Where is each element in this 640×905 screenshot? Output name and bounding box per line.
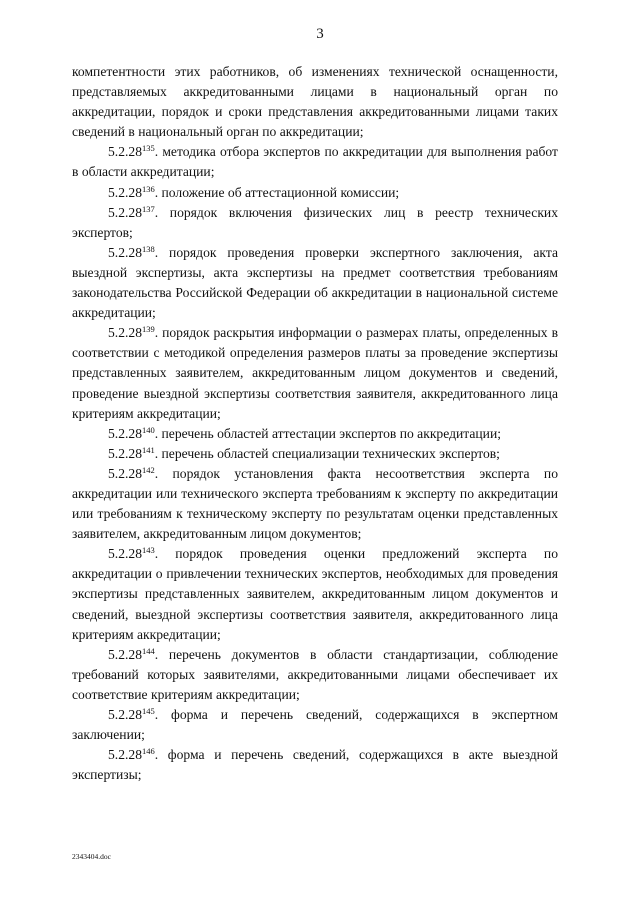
list-item [72, 705, 558, 745]
item-text: . порядок проведения проверки экспертного заключения, акта выездной экспертизы, акта экспертизы на предмет соответствия требованиям законодательства Российской Федерации об аккредитации в национальной системе аккредитации; [72, 244, 558, 321]
list-item [72, 243, 558, 323]
item-text: . порядок проведения оценки предложений эксперта по аккредитации о привлечении технических экспертов, необходимых для проведения экспертизы представленных заявителем, аккредитованным лицом документов и сведений, выездной экспертизы соответствия заявителя, аккредитованного лица критериям аккредитации; [72, 546, 558, 642]
item-text: . перечень документов в области стандартизации, соблюдение требований которых заявителями, аккредитованными лицами обеспечивает их соответствие критериям аккредитации; [72, 646, 558, 702]
item-text: . положение об аттестационной комиссии; [154, 184, 400, 200]
list-item [72, 745, 558, 785]
item-text: . форма и перечень сведений, содержащихся в экспертном заключении; [72, 707, 558, 743]
list-item [72, 645, 558, 705]
item-number: 5.2.28 [108, 144, 142, 160]
item-text: . порядок установления факта несоответствия эксперта по аккредитации или технического эксперта требованиям к эксперту по аккредитации или требованиям к техническому эксперту по результатам оценки представленных заявителем, аккредитованным лицом документов; [72, 465, 558, 542]
page-number: 3 [316, 26, 324, 42]
item-number: 5.2.28 [108, 707, 142, 722]
item-superscript: 141 [141, 444, 155, 455]
item-number: 5.2.28 [108, 465, 142, 481]
item-number: 5.2.28 [108, 244, 142, 260]
item-superscript: 136 [141, 183, 155, 194]
item-text: . методика отбора экспертов по аккредитации для выполнения работ в области аккредитации; [72, 144, 558, 180]
item-number: 5.2.28 [108, 546, 142, 562]
list-item [72, 444, 558, 464]
item-number: 5.2.28 [108, 325, 142, 341]
item-superscript: 137 [141, 203, 155, 214]
item-text: . порядок раскрытия информации о размерах платы, определенных в соответствии с методикой определения размеров платы за проведение экспертизы представленных заявителем, аккредитованным лицом документов и сведений, проведение выездной экспертизы соответствия заявителя, аккредитованного лица критериям аккредитации; [72, 325, 558, 421]
item-text: . перечень областей специализации технических экспертов; [154, 445, 500, 461]
item-number: 5.2.28 [108, 747, 142, 763]
item-superscript: 142 [141, 464, 155, 475]
item-superscript: 145 [141, 706, 155, 716]
item-number: 5.2.28 [108, 204, 142, 220]
item-superscript: 144 [141, 645, 155, 656]
footer-file-code: 2343404.doc [72, 852, 111, 861]
item-text: . форма и перечень сведений, содержащихся в акте выездной экспертизы; [72, 747, 558, 783]
item-superscript: 146 [141, 746, 155, 757]
list-item [72, 142, 558, 182]
list-item [72, 544, 558, 644]
list-item [72, 323, 558, 423]
lead-paragraph: компетентности этих работников, об изменениях технической оснащенности, представляемых аккредитованными лицами в национальный орган по аккредитации, порядок и сроки представления аккредитованными лицами таких сведений в национальный орган по аккредитации; [72, 64, 558, 140]
item-superscript: 138 [141, 243, 155, 254]
item-superscript: 135 [141, 143, 155, 154]
document-body [72, 62, 558, 785]
item-text: . порядок включения физических лиц в реестр технических экспертов; [72, 204, 558, 240]
list-item [72, 203, 558, 243]
item-number: 5.2.28 [108, 425, 142, 441]
list-item [72, 183, 558, 203]
list-item [72, 464, 558, 544]
item-superscript: 139 [141, 324, 155, 335]
item-number: 5.2.28 [108, 646, 142, 662]
list-item [72, 424, 558, 444]
item-number: 5.2.28 [108, 184, 142, 200]
item-superscript: 143 [141, 545, 155, 556]
item-number: 5.2.28 [108, 445, 142, 461]
item-superscript: 140 [141, 424, 155, 435]
item-text: . перечень областей аттестации экспертов по аккредитации; [154, 425, 502, 441]
